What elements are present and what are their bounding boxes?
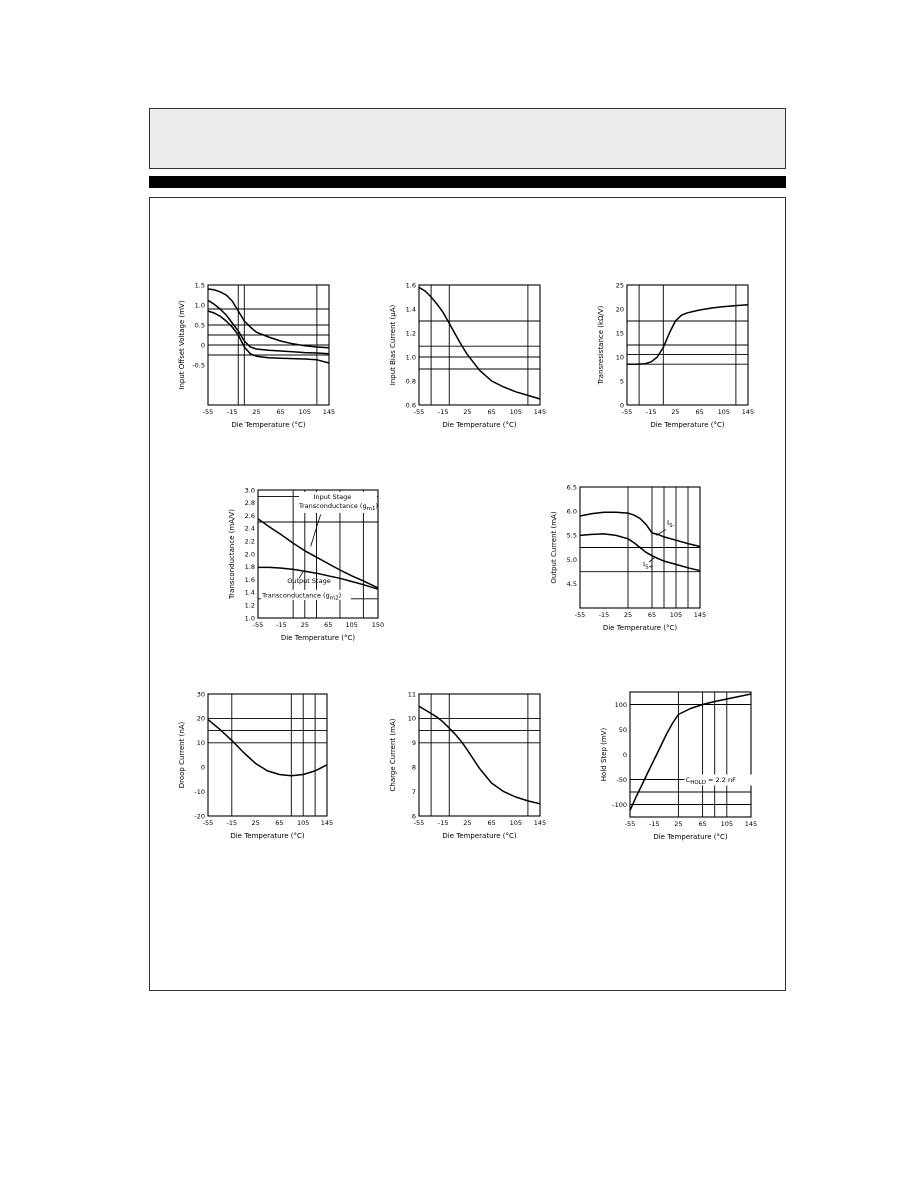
series-line-1 (208, 289, 329, 348)
x-tick-label: 105 (509, 408, 523, 416)
y-tick-label: 3.0 (244, 486, 255, 495)
x-tick-label: -15 (648, 820, 660, 828)
x-tick-label: -55 (624, 820, 636, 828)
x-tick-label: 65 (487, 819, 496, 827)
plot-frame (630, 692, 751, 817)
y-axis-label: Charge Current (mA) (389, 718, 397, 792)
y-tick-label: 1.5 (194, 281, 205, 290)
y-axis-label: Output Current (mA) (550, 511, 558, 584)
x-axis-label: Die Temperature (°C) (280, 634, 356, 642)
y-tick-label: 1.4 (244, 588, 255, 597)
x-tick-label: 145 (320, 819, 334, 827)
y-tick-label: 0 (200, 341, 205, 350)
y-tick-label: 0 (622, 750, 627, 759)
y-axis-label: Input Offset Voltage (mV) (178, 300, 186, 390)
y-tick-label: 10 (407, 714, 416, 723)
x-axis-label: Die Temperature (°C) (650, 421, 725, 429)
plot-frame (208, 694, 327, 816)
y-tick-label: 0.8 (405, 377, 416, 386)
annotation-is-plus: $I_{S+}$ (643, 560, 654, 571)
y-tick-label: 20 (196, 714, 205, 723)
y-tick-label: 2.8 (244, 499, 255, 508)
x-axis-label: Die Temperature (°C) (231, 421, 306, 429)
y-axis-label: Input Bias Current (µA) (389, 304, 397, 386)
chart-4 (228, 486, 384, 642)
x-tick-label: -15 (226, 819, 238, 827)
series-line-1 (419, 287, 540, 399)
x-tick-label: -15 (598, 611, 610, 619)
y-tick-label: 5 (619, 377, 624, 386)
y-tick-label: 1.6 (405, 281, 416, 290)
series-line-1 (580, 512, 700, 546)
plot-frame (419, 694, 540, 816)
annotation-chold: $C_{HOLD} = 2.2$ nF (685, 776, 736, 786)
y-tick-label: 25 (615, 281, 624, 290)
x-tick-label: 25 (671, 408, 680, 416)
y-tick-label: 0.5 (194, 321, 205, 330)
x-tick-label: 105 (345, 621, 358, 629)
annotation-gm2-line2: Transconductance $(g_{m2})$ (262, 591, 342, 602)
plot-frame (419, 285, 540, 405)
y-tick-label: 50 (618, 725, 627, 734)
x-tick-label: 145 (533, 819, 547, 827)
y-tick-label: 2.6 (244, 511, 255, 520)
x-tick-label: 145 (693, 611, 707, 619)
x-tick-label: 145 (322, 408, 336, 416)
y-tick-label: 9 (411, 739, 416, 748)
x-tick-label: 65 (275, 819, 284, 827)
y-tick-label: 1.2 (244, 601, 255, 610)
y-axis-label: Transconductance (mA/V) (228, 509, 236, 599)
y-tick-label: 6 (411, 812, 416, 821)
x-axis-label: Die Temperature (°C) (230, 832, 305, 840)
y-tick-label: 11 (407, 690, 416, 699)
x-tick-label: 105 (509, 819, 523, 827)
y-tick-label: 10 (615, 353, 624, 362)
x-tick-label: 65 (695, 408, 704, 416)
x-tick-label: 25 (252, 408, 261, 416)
y-tick-label: -10 (194, 787, 205, 796)
x-tick-label: 65 (276, 408, 285, 416)
annotation-gm1-line1: Input Stage (313, 492, 352, 501)
y-axis-label: Droop Current (nA) (178, 721, 186, 789)
x-tick-label: 25 (463, 819, 472, 827)
x-tick-label: -55 (574, 611, 586, 619)
x-tick-label: 105 (298, 408, 312, 416)
y-tick-label: 7 (411, 787, 416, 796)
x-tick-label: 65 (698, 820, 707, 828)
series-line-1 (419, 706, 540, 804)
x-tick-label: -15 (276, 621, 287, 629)
x-tick-label: 105 (669, 611, 683, 619)
series-line-1 (627, 305, 748, 365)
y-tick-label: 1.6 (244, 575, 255, 584)
chart-8 (600, 692, 757, 841)
y-tick-label: 1.0 (244, 614, 255, 623)
y-tick-label: 1.0 (194, 301, 205, 310)
y-axis-label: Hold Step (mV) (600, 727, 608, 782)
annotation-is-minus: $I_{S-}$ (667, 518, 675, 529)
x-tick-label: 105 (717, 408, 731, 416)
chart-7 (389, 690, 546, 840)
x-axis-label: Die Temperature (°C) (602, 624, 678, 632)
chart-3 (597, 281, 754, 429)
y-tick-label: 1.2 (405, 329, 416, 338)
y-tick-label: 10 (196, 739, 205, 748)
x-tick-label: -55 (621, 408, 633, 416)
x-tick-label: 145 (533, 408, 547, 416)
x-tick-label: 145 (741, 408, 755, 416)
chart-2 (389, 281, 546, 429)
y-tick-label: 1.8 (244, 563, 255, 572)
x-tick-label: 105 (720, 820, 734, 828)
y-tick-label: 2.4 (244, 524, 255, 533)
x-tick-label: -55 (252, 621, 264, 629)
x-tick-label: 65 (647, 611, 657, 619)
x-tick-label: -15 (645, 408, 657, 416)
annotation-gm2-line1: Output Stage (287, 576, 331, 585)
x-tick-label: -55 (202, 819, 214, 827)
y-tick-label: 6.5 (566, 483, 577, 492)
chart-6 (178, 690, 333, 840)
chart-1 (178, 281, 335, 429)
y-tick-label: 4.5 (566, 580, 577, 589)
y-tick-label: 8 (411, 763, 416, 772)
y-tick-label: 30 (196, 690, 205, 699)
y-tick-label: -0.5 (192, 361, 205, 370)
annotation-gm1-line2: Transconductance $(g_{m1})$ (298, 501, 379, 512)
x-tick-label: 150 (371, 621, 385, 629)
x-tick-label: -55 (413, 408, 425, 416)
y-axis-label: Transresistance (kΩ/V) (597, 305, 605, 385)
y-tick-label: 1.0 (405, 353, 416, 362)
y-tick-label: 1.4 (405, 305, 416, 314)
series-line-2 (580, 534, 700, 571)
x-tick-label: 145 (744, 820, 758, 828)
x-axis-label: Die Temperature (°C) (442, 421, 517, 429)
y-tick-label: 20 (615, 305, 624, 314)
y-tick-label: 2.0 (244, 550, 255, 559)
x-tick-label: -15 (437, 408, 449, 416)
y-tick-label: 15 (615, 329, 624, 338)
y-tick-label: -100 (612, 800, 627, 809)
y-tick-label: 5.0 (566, 555, 577, 564)
x-tick-label: -15 (437, 819, 449, 827)
x-tick-label: 105 (296, 819, 310, 827)
y-tick-label: 0.6 (405, 401, 416, 410)
x-tick-label: -55 (413, 819, 425, 827)
x-tick-label: -55 (202, 408, 214, 416)
series-line-1 (630, 694, 751, 811)
x-tick-label: 25 (463, 408, 472, 416)
y-tick-label: 2.2 (244, 537, 255, 546)
x-tick-label: 25 (300, 621, 309, 629)
series-line-1 (208, 720, 327, 776)
chart-5 (550, 483, 706, 632)
y-tick-label: -20 (194, 812, 205, 821)
annotation-arrow-gm1 (311, 514, 321, 546)
y-tick-label: -50 (616, 775, 627, 784)
x-tick-label: 25 (623, 611, 633, 619)
y-tick-label: 6.0 (566, 507, 577, 516)
x-axis-label: Die Temperature (°C) (653, 833, 728, 841)
x-tick-label: 65 (487, 408, 496, 416)
y-tick-label: 0 (200, 763, 205, 772)
x-tick-label: 25 (674, 820, 683, 828)
x-tick-label: 25 (251, 819, 260, 827)
y-tick-label: 5.5 (566, 531, 577, 540)
x-tick-label: -15 (226, 408, 238, 416)
y-tick-label: 100 (614, 700, 627, 709)
x-tick-label: 65 (324, 621, 333, 629)
y-tick-label: 0 (619, 401, 624, 410)
x-axis-label: Die Temperature (°C) (442, 832, 517, 840)
